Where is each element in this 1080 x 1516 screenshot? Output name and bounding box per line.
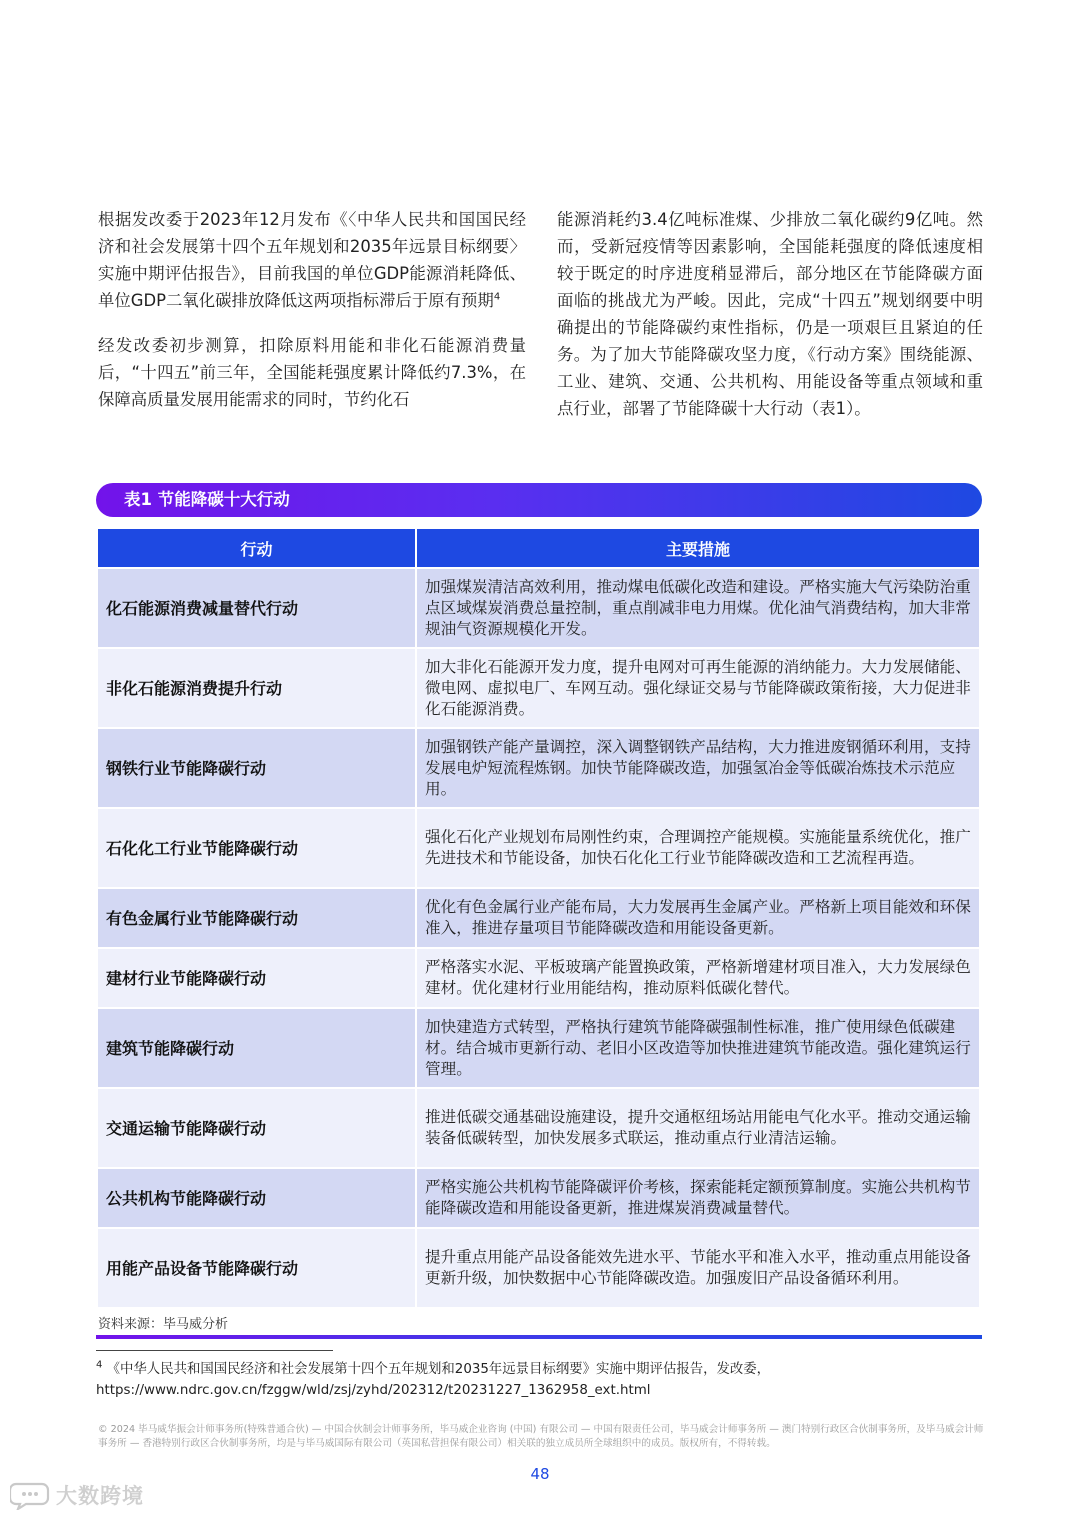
action-cell: 交通运输节能降碳行动 <box>97 1088 416 1168</box>
actions-table <box>96 527 981 1309</box>
body-left-column <box>98 206 526 413</box>
footnote <box>96 1359 976 1401</box>
footnote-link[interactable]: https://www.ndrc.gov.cn/fzggw/wld/zsj/zyhd/202312/t20231227_1362958_ext.html <box>96 1383 651 1398</box>
table-row <box>97 1008 980 1088</box>
action-cell: 公共机构节能降碳行动 <box>97 1168 416 1228</box>
page-number: 48 <box>530 1465 550 1483</box>
action-cell: 有色金属行业节能降碳行动 <box>97 888 416 948</box>
table-row <box>97 1228 980 1308</box>
measure-cell: 加强钢铁产能产量调控，深入调整钢铁产品结构，大力推进废钢循环利用，支持发展电炉短流程炼钢。加快节能降碳改造，加强氢冶金等低碳冶炼技术示范应用。 <box>416 728 980 808</box>
action-cell: 用能产品设备节能降碳行动 <box>97 1228 416 1308</box>
watermark <box>10 1478 144 1512</box>
copyright-notice: © 2024 毕马威华振会计师事务所(特殊普通合伙) — 中国合伙制会计师事务所，毕马威企业咨询 (中国) 有限公司 — 中国有限责任公司，毕马威会计师事务所 — 澳门特别行政区合伙制事务所，及毕马威会计师事务所 — 香港特别行政区合伙制事务所，均是与毕马威国际有限公司（英国私营担保有限公司）相关联的独立成员所全球组织中的成员。版权所有，不得转载。 <box>98 1424 984 1449</box>
measure-cell: 强化石化产业规划布局刚性约束，合理调控产能规模。实施能量系统优化，推广先进技术和节能设备，加快石化化工行业节能降碳改造和工艺流程再造。 <box>416 808 980 888</box>
body-paragraph: 经发改委初步测算，扣除原料用能和非化石能源消费量后，“十四五”前三年，全国能耗强度累计降低约7.3%，在保障高质量发展用能需求的同时，节约化石 <box>98 336 526 409</box>
action-cell: 非化石能源消费提升行动 <box>97 648 416 728</box>
table-row <box>97 1168 980 1228</box>
footnote-ref[interactable]: 4 <box>493 291 501 303</box>
table-header-measure: 主要措施 <box>416 528 980 568</box>
body-right-column <box>557 206 983 422</box>
speech-bubble-icon <box>10 1480 52 1510</box>
table-source: 资料来源：毕马威分析 <box>98 1317 229 1332</box>
action-cell: 建筑节能降碳行动 <box>97 1008 416 1088</box>
action-cell: 钢铁行业节能降碳行动 <box>97 728 416 808</box>
measure-cell: 加大非化石能源开发力度，提升电网对可再生能源的消纳能力。大力发展储能、微电网、虚拟电厂、车网互动。强化绿证交易与节能降碳政策衔接，大力促进非化石能源消费。 <box>416 648 980 728</box>
body-paragraph: 根据发改委于2023年12月发布《〈中华人民共和国国民经济和社会发展第十四个五年规划和2035年远景目标纲要〉实施中期评估报告》，目前我国的单位GDP能源消耗降低、单位GDP二氧化碳排放降低这两项指标滞后于原有预期$^4$ <box>98 210 526 310</box>
table-row <box>97 808 980 888</box>
watermark-text: 大数跨境 <box>56 1484 144 1508</box>
measure-cell: 严格实施公共机构节能降碳评价考核，探索能耗定额预算制度。实施公共机构节能降碳改造和用能设备更新，推进煤炭消费减量替代。 <box>416 1168 980 1228</box>
section-divider <box>96 1335 982 1339</box>
table-row <box>97 568 980 648</box>
action-cell: 建材行业节能降碳行动 <box>97 948 416 1008</box>
footnote-number: 4 <box>96 1359 103 1371</box>
table-row <box>97 948 980 1008</box>
footnote-rule <box>96 1350 333 1351</box>
action-cell: 化石能源消费减量替代行动 <box>97 568 416 648</box>
table-row <box>97 648 980 728</box>
body-paragraph: 能源消耗约3.4亿吨标准煤、少排放二氧化碳约9亿吨。然而，受新冠疫情等因素影响，全国能耗强度的降低速度相较于既定的时序进度稍显滞后，部分地区在节能降碳方面面临的挑战尤为严峻。因此，完成“十四五”规划纲要中明确提出的节能降碳约束性指标，仍是一项艰巨且紧迫的任务。为了加大节能降碳攻坚力度，《行动方案》围绕能源、工业、建筑、交通、公共机构、用能设备等重点领域和重点行业，部署了节能降碳十大行动（表1）。 <box>557 210 983 418</box>
measure-cell: 加强煤炭清洁高效利用，推动煤电低碳化改造和建设。严格实施大气污染防治重点区域煤炭消费总量控制，重点削减非电力用煤。优化油气消费结构，加大非常规油气资源规模化开发。 <box>416 568 980 648</box>
measure-cell: 提升重点用能产品设备能效先进水平、节能水平和准入水平，推动重点用能设备更新升级，加快数据中心节能降碳改造。加强废旧产品设备循环利用。 <box>416 1228 980 1308</box>
table-title: 表1 节能降碳十大行动 <box>96 483 982 517</box>
table-row <box>97 888 980 948</box>
measure-cell: 推进低碳交通基础设施建设，提升交通枢纽场站用能电气化水平。推动交通运输装备低碳转型，加快发展多式联运，推动重点行业清洁运输。 <box>416 1088 980 1168</box>
measure-cell: 优化有色金属行业产能布局，大力发展再生金属产业。严格新上项目能效和环保准入，推进存量项目节能降碳改造和用能设备更新。 <box>416 888 980 948</box>
table-header-action: 行动 <box>97 528 416 568</box>
table-row <box>97 728 980 808</box>
table-header-row <box>97 528 980 568</box>
table-row <box>97 1088 980 1168</box>
measure-cell: 加快建造方式转型，严格执行建筑节能降碳强制性标准，推广使用绿色低碳建材。结合城市更新行动、老旧小区改造等加快推进建筑节能改造。强化建筑运行管理。 <box>416 1008 980 1088</box>
footnote-text: $^4$ 《中华人民共和国国民经济和社会发展第十四个五年规划和2035年远景目标纲要》实施中期评估报告，发改委， <box>96 1359 771 1377</box>
action-cell: 石化化工行业节能降碳行动 <box>97 808 416 888</box>
measure-cell: 严格落实水泥、平板玻璃产能置换政策，严格新增建材项目准入，大力发展绿色建材。优化建材行业用能结构，推动原料低碳化替代。 <box>416 948 980 1008</box>
